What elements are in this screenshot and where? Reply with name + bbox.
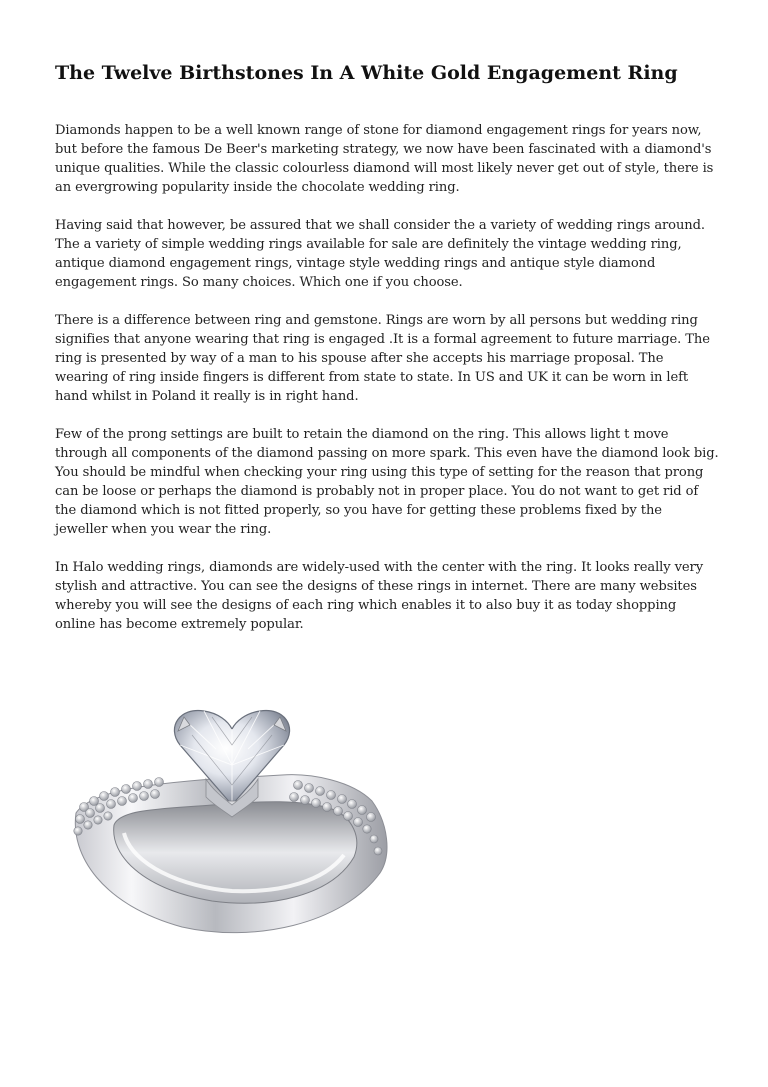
paragraph-line: signifies that anyone wearing that ring is engaged .It is a formal agreement to future marriage. The [55,332,710,347]
paragraph-line: jeweller when you wear the ring. [55,522,272,537]
paragraph-line: ring is presented by way of a man to his spouse after she accepts his marriage proposal. The [55,351,664,366]
paragraph-line: online has become extremely popular. [55,617,304,632]
paragraph-2 [55,216,715,292]
paragraph-line: engagement rings. So many choices. Which one if you choose. [55,275,463,290]
paragraph-line: but before the famous De Beer's marketing strategy, we now have been fascinated with a diamond's [55,142,712,157]
paragraph-line: There is a difference between ring and gemstone. Rings are worn by all persons but wedding ring [55,313,698,328]
paragraph-line: unique qualities. While the classic colourless diamond will most likely never get out of style, there is [55,161,714,176]
paragraph-line: Diamonds happen to be a well known range of stone for diamond engagement rings for years now, [55,123,702,138]
article-body [55,121,719,653]
paragraph-3 [55,311,715,406]
paragraph-line: Few of the prong settings are built to retain the diamond on the ring. This allows light t move [55,427,669,442]
paragraph-line: Having said that however, be assured that we shall consider the a variety of wedding rings around. [55,218,705,233]
page-title: The Twelve Birthstones In A White Gold Engagement Ring [55,62,678,84]
ring-image [62,705,398,941]
paragraph-1 [55,121,715,197]
paragraph-4 [55,425,719,539]
paragraph-line: an evergrowing popularity inside the chocolate wedding ring. [55,180,460,195]
paragraph-line: antique diamond engagement rings, vintage style wedding rings and antique style diamond [55,256,656,271]
paragraph-line: You should be mindful when checking your ring using this type of setting for the reason that prong [55,465,704,480]
paragraph-line: The a variety of simple wedding rings available for sale are definitely the vintage wedding ring, [55,237,682,252]
paragraph-line: the diamond which is not fitted properly, so you have for getting these problems fixed by the [55,503,662,518]
paragraph-line: stylish and attractive. You can see the designs of these rings in internet. There are many websites [55,579,697,594]
paragraph-line: In Halo wedding rings, diamonds are widely-used with the center with the ring. It looks really very [55,560,704,575]
paragraph-line: whereby you will see the designs of each ring which enables it to also buy it as today shopping [55,598,677,613]
paragraph-line: wearing of ring inside fingers is different from state to state. In US and UK it can be worn in left [55,370,689,385]
paragraph-line: can be loose or perhaps the diamond is probably not in proper place. You do not want to get rid of [55,484,699,499]
paragraph-line: through all components of the diamond passing on more spark. This even have the diamond look big. [55,446,719,461]
paragraph-line: hand whilst in Poland it really is in right hand. [55,389,359,404]
paragraph-5 [55,558,715,634]
ring-illustration [62,705,398,941]
